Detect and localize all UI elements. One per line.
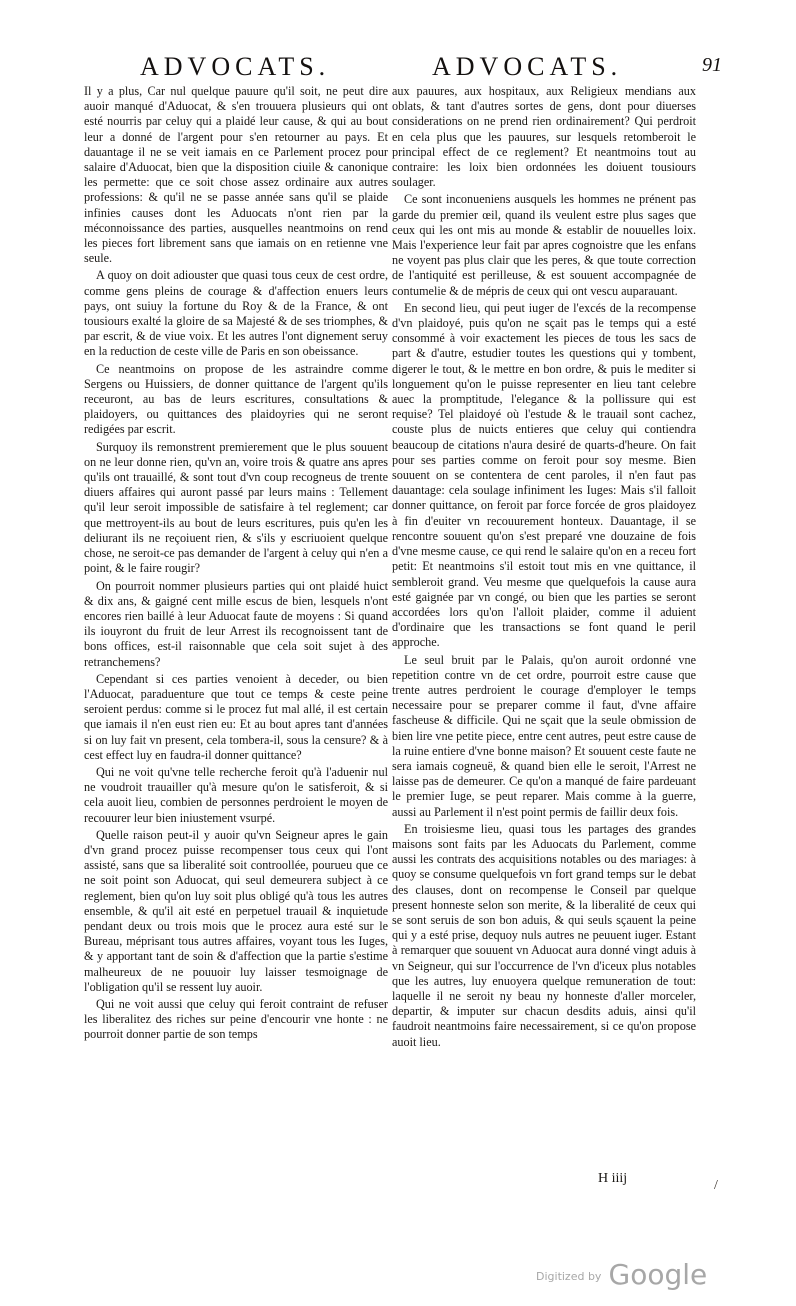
paragraph: On pourroit nommer plusieurs parties qui ont plaidé huict & dix ans, & gaigné cent mille escus de bien, lesquels n'ont encores rien baillé à leur Aduocat faute de moyens : Si quand ils iouyront du fruit de leur Arrest ils recognoissent tant de bons offices, est-il raisonnable que cela soit sujet à des retranchemens?: [84, 578, 388, 669]
margin-mark: /: [714, 1178, 718, 1193]
paragraph: Ce sont inconueniens ausquels les hommes ne prénent pas garde du premier œil, quand ils veulent estre plus sages que ceux qui les ont mis au monde & establir de nouuelles loix. Mais l'experience leur fait par apres cognoistre que les enfans ne voyent pas plus clair que les peres, & que toute correction de l'antiquité est perilleuse, & est souuent accompagnée de contumelie & de mépris de ceux qui ont vescu auparauant.: [392, 192, 696, 298]
page-number: 91: [702, 54, 722, 76]
paragraph: aux pauures, aux hospitaux, aux Religieux mendians aux oblats, & tant d'autres sortes de gens, dont pour diuerses considerations on ne prend rien ordinairement? Qui perdroit en cela plus que les pauures, sur lesquels retomberoit le principal effect de ce reglement? Et neantmoins tout au contraire: les loix bien ordonnées les doiuent tousiours soulager.: [392, 84, 696, 190]
paragraph: En second lieu, qui peut iuger de l'excés de la recompense d'vn plaidoyé, puis qu'on ne sçait pas le temps qui a esté consommé à voir exactement les pieces de tous les sacs de part & d'autre, estudier toutes les questions qui y tombent, digerer le tout, & le mettre en bon ordre, & puis le mediter si longuement qu'on le puisse representer en lieu tant celebre auec la promptitude, l'elegance & la pollissure qui est requise? Tel plaidoyé où l'estude & le trauail sont cachez, couste plus de nuicts entieres que celuy qui contiendra beaucoup de citations n'aura desiré de quarts-d'heure. On fait pour ses parties comme on feroit pour soy mesme. Bien souuent on se contentera de cent paroles, il n'en faut pas dauantage: cela soulage infiniment les Iuges: Mais s'il falloit donner quittance, on feroit par force forcée de gros plaidoyez à fin d'euiter vn recouurement honteux. Dauantage, il se rencontre souuent qu'on s'est preparé vne douzaine de fois d'vne mesme cause, ce qui rend le salaire qu'on en a receu fort petit: Et neantmoins s'il estoit tout mis en vne quittance, il sembleroit grand. Veu mesme que quelquefois la cause aura esté gaignée par vn congé, ou bien que les parties se seront accordées lors qu'on l'alloit plaider, comme il aduient d'ordinaire que les transactions se font quand le peril approche.: [392, 300, 696, 650]
paragraph: Cependant si ces parties venoient à deceder, ou bien l'Aduocat, paraduenture que tout ce temps & ceste peine seroient perdus: comme si le procez fut mal allé, il est certain que iamais il n'en eust rien eu: Et au bout apres tant d'années si on luy fait vn present, cela tombera-il, sous la censure? & à cest effect luy en faudra-il donner quittance?: [84, 671, 388, 762]
running-head-right: ADVOCATS.: [432, 52, 623, 81]
paragraph: Le seul bruit par le Palais, qu'on auroit ordonné vne repetition contre vn de cet ordre, pourroit estre cause que trente autres perdroient le courage d'employer le temps necessaire pour se preparer comme il faut, d'vne affaire fascheuse & difficile. Qui ne sçait que la seule obmission de bien lire vne petite piece, entre cent autres, peut estre cause de la ruine entiere d'vne bonne maison? Et souuent ceste faute ne sera iamais cogneuë, & quand bien elle le seroit, l'Arrest ne laisse pas de demeurer. Ce qu'on a manqué de faire pardeuant le premier Iuge, se peut reparer. Mais comme à la guerre, aussi au Parlement il n'est point permis de faillir deux fois.: [392, 652, 696, 819]
paragraph: A quoy on doit adiouster que quasi tous ceux de cest ordre, comme gens pleins de courage & d'affection enuers leurs pays, ont suiuy la fortune du Roy & de la France, & ont tousiours exalté la gloire de sa Majesté & de ses triomphes, & par escrit, & de viue voix. Et les autres l'ont dignement seruy en la reduction de ceste ville de Paris en son obeissance.: [84, 268, 388, 359]
watermark-prefix: Digitized by: [536, 1270, 602, 1283]
paragraph: Surquoy ils remonstrent premierement que le plus souuent on ne leur donne rien, qu'vn an, voire trois & quatre ans apres qu'ils ont trauaillé, & sont tout d'vn coup recogneus de trente diuers affaires qui auront passé par leurs mains : Tellement qu'il leur seroit impossible de satisfaire à tel reglement; car que mettroyent-ils au bout de leurs escritures, puis qu'en les deliurant ils ne reçoiuent rien, & s'ils y escriuoient quelque chose, ne seroit-ce pas demander de l'argent à celuy qui n'en a point, & le faire rougir?: [84, 439, 388, 576]
digitization-watermark: [536, 1258, 707, 1291]
paragraph: Qui ne voit aussi que celuy qui feroit contraint de refuser les liberalitez des riches sur peine d'encourir vne honte : ne pourroit donner partie de son temps: [84, 996, 388, 1042]
gathering-signature: H iiij: [598, 1171, 628, 1186]
paragraph: Qui ne voit qu'vne telle recherche feroit qu'à l'aduenir nul ne voudroit trauailler qu'à mesure qu'on le satisferoit, & si cela auoit lieu, combien de personnes perdroient le moyen de recouurer leur bien iniustement vsurpé.: [84, 764, 388, 825]
paragraph: Quelle raison peut-il y auoir qu'vn Seigneur apres le gain d'vn grand procez puisse recompenser tous ceux qui l'ont assisté, sans que sa liberalité soit controollée, pourueu que ce ne soit point son Aduocat, qui seul demeurera subject à ce reglement, bien qu'on luy soit plus obligé qu'à tous les autres ensemble, & qu'il ait esté en perpetuel trauail & inquietude pendant deux ou trois mois que le procez aura esté sur le Bureau, méprisant tous autres affaires, voyant tous les Iuges, & y apportant tant de soin & d'affection que la partie s'estime malheureux de ne pouuoir luy laisser tesmoignage de l'obligation qu'il se ressent luy auoir.: [84, 827, 388, 994]
paragraph: Ce neantmoins on propose de les astraindre comme Sergens ou Huissiers, de donner quittance de l'argent qu'ils receuront, au bas de leurs escritures, consultations & plaidoyers, ou quittances des plaidoyries qui ne seront redigées par escrit.: [84, 361, 388, 437]
running-head-left: ADVOCATS.: [140, 52, 331, 81]
left-column: [84, 84, 388, 1045]
google-logo: Google: [608, 1258, 708, 1291]
paragraph: Il y a plus, Car nul quelque pauure qu'il soit, ne peut dire auoir manqué d'Aduocat, & s'en trouuera plusieurs qui ont esté nourris par celuy qui a plaidé leur cause, & qui au bout leur a donné de l'argent pour s'en retourner au pays. Et dauantage il ne se veit iamais en ce Parlement procez pour salaire d'Aduocat, bien que la disposition ciuile & canonique les permette: que ce soit chose assez ordinaire aux autres professions: & qu'il ne se passe année sans qu'il se plaide infinies causes dont les Aduocats n'ont rien par la méconnoissance des parties, ausquelles neantmoins on rend les pieces fort librement sans que iamais on en retienne vne seule.: [84, 84, 388, 266]
right-column: [392, 84, 696, 1052]
paragraph: En troisiesme lieu, quasi tous les partages des grandes maisons sont faits par les Aduocats du Parlement, comme aussi les contrats des acquisitions notables ou des mariages: à quoy se consume quelquefois vn fort grand temps sur le debat des clauses, dont on recompense le Conseil par quelque present honneste selon son merite, & la liberalité de ceux qui se sont seruis de son bon aduis, & qui seuls sçauent la peine qui y a esté prise, dequoy nuls autres ne peuuent iuger. Estant à remarquer que souuent vn Aduocat aura donné vingt aduis à vn Seigneur, qui sur l'occurrence de l'vn d'iceux plus notables que les autres, luy enuoyera quelque remuneration de tout: laquelle il ne seroit ny beau ny honneste d'aller morceler, departir, & imputer sur chacun desdits aduis, ainsi qu'il faudroit neantmoins faire necessairement, si ce qu'on propose auoit lieu.: [392, 821, 696, 1049]
